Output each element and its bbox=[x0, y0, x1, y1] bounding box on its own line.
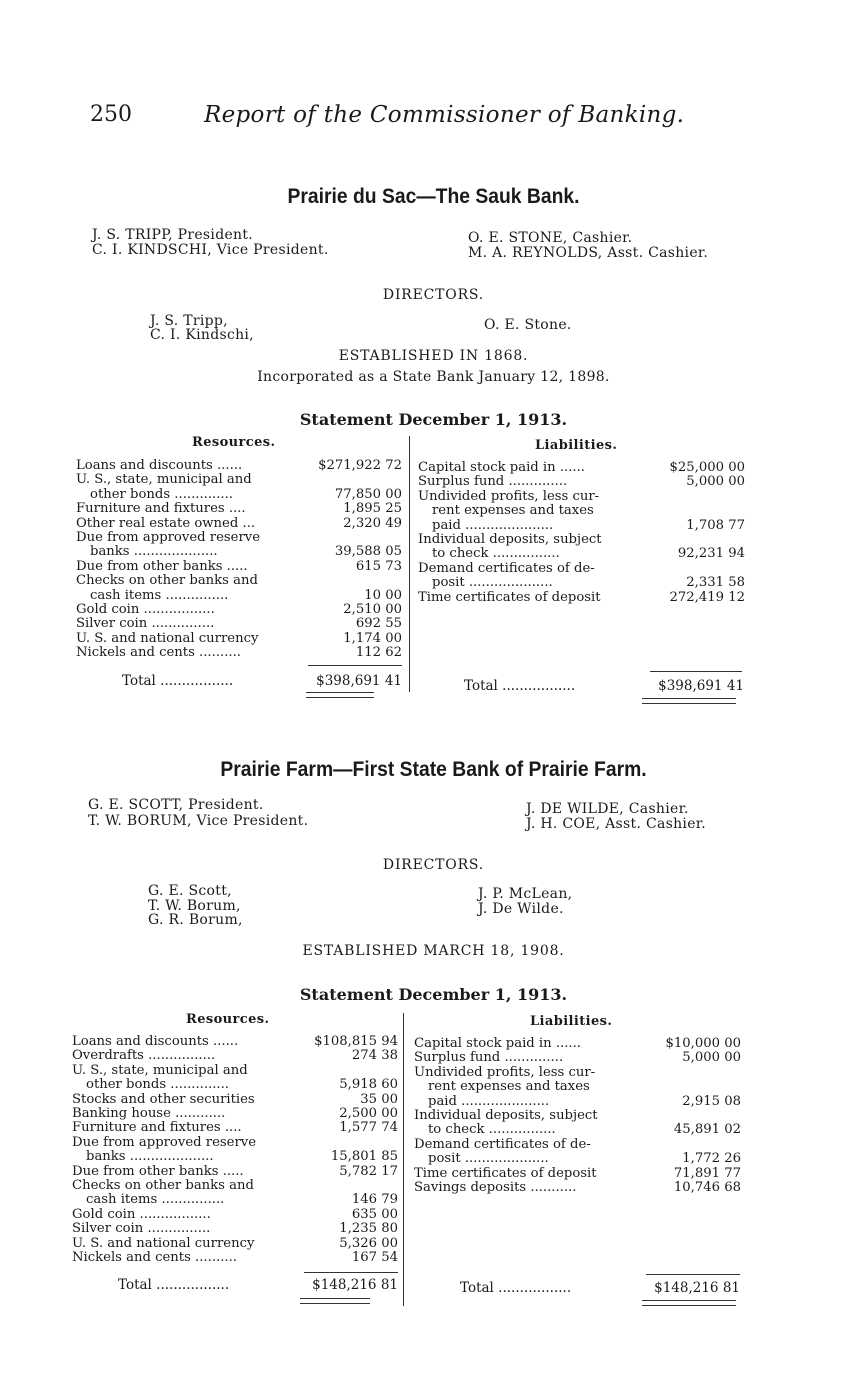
line-item bbox=[76, 646, 402, 660]
line-item bbox=[414, 1167, 741, 1181]
line-item bbox=[76, 502, 402, 516]
line-item-label: Furniture and fixtures .... bbox=[76, 501, 246, 517]
line-item bbox=[76, 531, 402, 545]
line-item-label: Surplus fund .............. bbox=[414, 1050, 564, 1066]
total-amount: $148,216 81 bbox=[312, 1277, 398, 1293]
line-item-amount: 1,174 00 bbox=[343, 630, 402, 646]
liabilities-list bbox=[418, 461, 745, 605]
liabilities-list bbox=[414, 1037, 741, 1195]
line-item-amount: 112 62 bbox=[355, 645, 402, 661]
line-item-amount: 77,850 00 bbox=[334, 486, 402, 502]
line-item-amount: 615 73 bbox=[355, 558, 402, 574]
line-item-amount: 1,895 25 bbox=[343, 501, 402, 517]
line-item bbox=[418, 461, 745, 475]
director-name: O. E. Stone. bbox=[484, 317, 572, 333]
line-item-label: cash items ............... bbox=[86, 1192, 225, 1208]
liabilities-heading: Liabilities. bbox=[530, 1014, 613, 1029]
liabilities-subtotal-rule bbox=[650, 671, 742, 672]
line-item-label: Stocks and other securities bbox=[72, 1091, 255, 1107]
line-item bbox=[418, 591, 745, 605]
line-item bbox=[418, 519, 745, 533]
statement-title: Statement December 1, 1913. bbox=[299, 410, 568, 429]
line-item-label: cash items ............... bbox=[90, 587, 229, 603]
line-item-label: other bonds .............. bbox=[90, 486, 233, 502]
line-item bbox=[72, 1222, 398, 1236]
line-item-label: Silver coin ............... bbox=[72, 1221, 211, 1237]
bank-title: Prairie Farm—First State Bank of Prairie Farm. bbox=[220, 758, 647, 781]
line-item-amount: 5,000 00 bbox=[682, 1050, 741, 1066]
line-item-amount: 45,891 02 bbox=[673, 1122, 741, 1138]
line-item-amount: $271,922 72 bbox=[318, 458, 402, 473]
line-item-amount: 92,231 94 bbox=[677, 546, 745, 562]
column-divider bbox=[409, 436, 410, 692]
officer-vice-president: C. I. KINDSCHI, Vice President. bbox=[92, 242, 329, 258]
line-item bbox=[76, 632, 402, 646]
director-name: J. De Wilde. bbox=[478, 901, 564, 917]
line-item-label: Loans and discounts ...... bbox=[72, 1034, 239, 1049]
line-item bbox=[76, 617, 402, 631]
line-item-label: posit .................... bbox=[428, 1151, 549, 1167]
line-item bbox=[414, 1138, 741, 1152]
directors-heading: DIRECTORS. bbox=[382, 857, 485, 873]
line-item-label: Nickels and cents .......... bbox=[72, 1250, 237, 1266]
line-item-label: to check ................ bbox=[432, 546, 560, 562]
officer-president: G. E. SCOTT, President. bbox=[88, 797, 264, 813]
officer-president: J. S. TRIPP, President. bbox=[92, 227, 254, 243]
total-amount: $148,216 81 bbox=[654, 1280, 740, 1296]
resources-total-double-rule bbox=[300, 1298, 370, 1304]
line-item-label: Loans and discounts ...... bbox=[76, 458, 243, 473]
line-item bbox=[414, 1095, 741, 1109]
line-item bbox=[72, 1251, 398, 1265]
line-item-label: banks .................... bbox=[90, 544, 218, 560]
resources-heading: Resources. bbox=[192, 435, 276, 450]
line-item bbox=[72, 1208, 398, 1222]
line-item-label: Due from approved reserve bbox=[76, 530, 261, 546]
total-amount: $398,691 41 bbox=[658, 678, 744, 694]
line-item-label: Undivided profits, less cur- bbox=[418, 488, 600, 504]
line-item-label: Due from other banks ..... bbox=[72, 1163, 244, 1179]
line-item bbox=[418, 547, 745, 561]
line-item bbox=[72, 1237, 398, 1251]
total-label: Total ................. bbox=[460, 1280, 572, 1296]
line-item bbox=[418, 490, 745, 504]
resources-total-double-rule bbox=[306, 692, 374, 698]
line-item bbox=[72, 1078, 398, 1092]
line-item bbox=[76, 488, 402, 502]
line-item-label: paid ..................... bbox=[428, 1093, 550, 1109]
director-name: C. I. Kindschi, bbox=[150, 327, 254, 343]
page-number: 250 bbox=[90, 102, 132, 127]
line-item-label: paid ..................... bbox=[432, 517, 554, 533]
line-item-amount: 5,918 60 bbox=[339, 1077, 398, 1093]
line-item-amount: 5,782 17 bbox=[339, 1163, 398, 1179]
line-item bbox=[76, 473, 402, 487]
total-label: Total ................. bbox=[118, 1277, 230, 1293]
statement-title: Statement December 1, 1913. bbox=[299, 985, 568, 1004]
line-item bbox=[76, 459, 402, 473]
line-item bbox=[76, 517, 402, 531]
line-item-label: Silver coin ............... bbox=[76, 616, 215, 632]
officer-vice-president: T. W. BORUM, Vice President. bbox=[88, 813, 309, 829]
officer-cashier: O. E. STONE, Cashier. bbox=[468, 230, 633, 246]
total-label: Total ................. bbox=[464, 678, 576, 694]
line-item bbox=[414, 1051, 741, 1065]
line-item bbox=[418, 533, 745, 547]
line-item-label: Other real estate owned ... bbox=[76, 515, 256, 531]
line-item-label: Capital stock paid in ...... bbox=[418, 460, 585, 475]
line-item-label: Nickels and cents .......... bbox=[76, 645, 241, 661]
officer-asst-cashier: J. H. COE, Asst. Cashier. bbox=[526, 816, 706, 832]
line-item-amount: 5,326 00 bbox=[339, 1235, 398, 1251]
established-line: ESTABLISHED MARCH 18, 1908. bbox=[302, 943, 565, 959]
liabilities-heading: Liabilities. bbox=[535, 438, 618, 453]
resources-list bbox=[76, 459, 402, 661]
line-item bbox=[414, 1109, 741, 1123]
line-item-label: Capital stock paid in ...... bbox=[414, 1036, 581, 1051]
line-item bbox=[76, 603, 402, 617]
line-item-amount: 635 00 bbox=[351, 1206, 398, 1222]
line-item-amount: 167 54 bbox=[351, 1250, 398, 1266]
resources-heading: Resources. bbox=[186, 1012, 270, 1027]
line-item bbox=[72, 1165, 398, 1179]
line-item bbox=[76, 574, 402, 588]
column-divider bbox=[403, 1013, 404, 1306]
line-item bbox=[414, 1066, 741, 1080]
incorporated-line: Incorporated as a State Bank January 12, 1898. bbox=[257, 369, 610, 385]
director-name: G. E. Scott, bbox=[148, 883, 232, 899]
line-item bbox=[72, 1049, 398, 1063]
line-item bbox=[72, 1150, 398, 1164]
liabilities-subtotal-rule bbox=[646, 1274, 740, 1275]
line-item-label: Due from approved reserve bbox=[72, 1134, 257, 1150]
line-item-label: banks .................... bbox=[86, 1149, 214, 1165]
line-item-amount: 1,235 80 bbox=[339, 1221, 398, 1237]
line-item bbox=[414, 1037, 741, 1051]
line-item-label: U. S. and national currency bbox=[76, 630, 259, 646]
line-item-label: U. S., state, municipal and bbox=[72, 1062, 248, 1078]
bank-title: Prairie du Sac—The Sauk Bank. bbox=[287, 185, 580, 208]
line-item bbox=[72, 1179, 398, 1193]
line-item bbox=[72, 1121, 398, 1135]
line-item bbox=[76, 560, 402, 574]
resources-subtotal-rule bbox=[308, 665, 402, 666]
running-title: Report of the Commissioner of Banking. bbox=[204, 102, 685, 128]
line-item bbox=[414, 1080, 741, 1094]
line-item bbox=[72, 1064, 398, 1078]
line-item-amount: 10,746 68 bbox=[673, 1180, 741, 1196]
line-item bbox=[76, 545, 402, 559]
line-item-amount: 1,708 77 bbox=[686, 517, 745, 533]
line-item-amount: 146 79 bbox=[351, 1192, 398, 1208]
line-item-label: Furniture and fixtures .... bbox=[72, 1120, 242, 1136]
line-item-amount: 5,000 00 bbox=[686, 474, 745, 490]
line-item-amount: 272,419 12 bbox=[669, 589, 745, 605]
line-item bbox=[76, 589, 402, 603]
line-item-label: rent expenses and taxes bbox=[432, 503, 594, 519]
line-item-amount: 2,915 08 bbox=[682, 1093, 741, 1109]
line-item-amount: 10 00 bbox=[364, 587, 402, 603]
director-name: J. P. McLean, bbox=[478, 886, 573, 902]
director-name: J. S. Tripp, bbox=[150, 313, 228, 329]
line-item bbox=[414, 1123, 741, 1137]
line-item-amount: 2,510 00 bbox=[343, 602, 402, 618]
line-item-amount: 2,320 49 bbox=[343, 515, 402, 531]
line-item-label: to check ................ bbox=[428, 1122, 556, 1138]
line-item-amount: 39,588 05 bbox=[334, 544, 402, 560]
line-item-amount: $108,815 94 bbox=[314, 1034, 398, 1049]
line-item-label: Undivided profits, less cur- bbox=[414, 1064, 596, 1080]
line-item-label: Checks on other banks and bbox=[76, 573, 258, 589]
line-item bbox=[72, 1193, 398, 1207]
line-item-label: Time certificates of deposit bbox=[414, 1165, 597, 1181]
line-item-label: Due from other banks ..... bbox=[76, 558, 248, 574]
line-item-label: Demand certificates of de- bbox=[414, 1136, 591, 1152]
line-item-amount: $25,000 00 bbox=[669, 460, 745, 475]
officer-cashier: J. DE WILDE, Cashier. bbox=[526, 801, 689, 817]
liabilities-total-double-rule bbox=[642, 1300, 736, 1306]
line-item-amount: 692 55 bbox=[355, 616, 402, 632]
line-item bbox=[414, 1152, 741, 1166]
line-item bbox=[72, 1035, 398, 1049]
directors-heading: DIRECTORS. bbox=[382, 287, 485, 303]
line-item bbox=[72, 1107, 398, 1121]
line-item-label: Overdrafts ................ bbox=[72, 1048, 216, 1064]
line-item bbox=[418, 576, 745, 590]
line-item-label: Individual deposits, subject bbox=[414, 1108, 598, 1124]
director-name: T. W. Borum, bbox=[148, 898, 241, 914]
line-item-label: U. S., state, municipal and bbox=[76, 472, 252, 488]
line-item-label: Individual deposits, subject bbox=[418, 532, 602, 548]
line-item bbox=[72, 1093, 398, 1107]
line-item-amount: 274 38 bbox=[351, 1048, 398, 1064]
line-item-label: Gold coin ................. bbox=[76, 602, 215, 618]
line-item-label: Banking house ............ bbox=[72, 1106, 226, 1122]
director-name: G. R. Borum, bbox=[148, 912, 243, 928]
line-item bbox=[418, 562, 745, 576]
line-item-amount: 71,891 77 bbox=[673, 1165, 741, 1181]
total-amount: $398,691 41 bbox=[316, 673, 402, 689]
liabilities-total-double-rule bbox=[642, 698, 736, 704]
line-item-amount: 15,801 85 bbox=[330, 1149, 398, 1165]
line-item-label: other bonds .............. bbox=[86, 1077, 229, 1093]
established-line: ESTABLISHED IN 1868. bbox=[338, 348, 529, 364]
line-item-label: Demand certificates of de- bbox=[418, 560, 595, 576]
line-item-label: Surplus fund .............. bbox=[418, 474, 568, 490]
line-item bbox=[414, 1181, 741, 1195]
line-item-label: Savings deposits ........... bbox=[414, 1180, 577, 1196]
resources-subtotal-rule bbox=[304, 1272, 398, 1273]
line-item-amount: 2,331 58 bbox=[686, 575, 745, 591]
line-item-amount: 1,772 26 bbox=[682, 1151, 741, 1167]
resources-list bbox=[72, 1035, 398, 1266]
line-item-label: Time certificates of deposit bbox=[418, 589, 601, 605]
officer-asst-cashier: M. A. REYNOLDS, Asst. Cashier. bbox=[468, 245, 709, 261]
line-item bbox=[418, 504, 745, 518]
line-item-label: rent expenses and taxes bbox=[428, 1079, 590, 1095]
line-item bbox=[72, 1136, 398, 1150]
total-label: Total ................. bbox=[122, 673, 234, 689]
line-item-amount: 1,577 74 bbox=[339, 1120, 398, 1136]
line-item-amount: 35 00 bbox=[360, 1091, 398, 1107]
line-item-amount: $10,000 00 bbox=[665, 1036, 741, 1051]
line-item-label: Gold coin ................. bbox=[72, 1206, 211, 1222]
line-item-label: posit .................... bbox=[432, 575, 553, 591]
line-item bbox=[418, 475, 745, 489]
line-item-label: Checks on other banks and bbox=[72, 1178, 254, 1194]
line-item-label: U. S. and national currency bbox=[72, 1235, 255, 1251]
line-item-amount: 2,500 00 bbox=[339, 1106, 398, 1122]
